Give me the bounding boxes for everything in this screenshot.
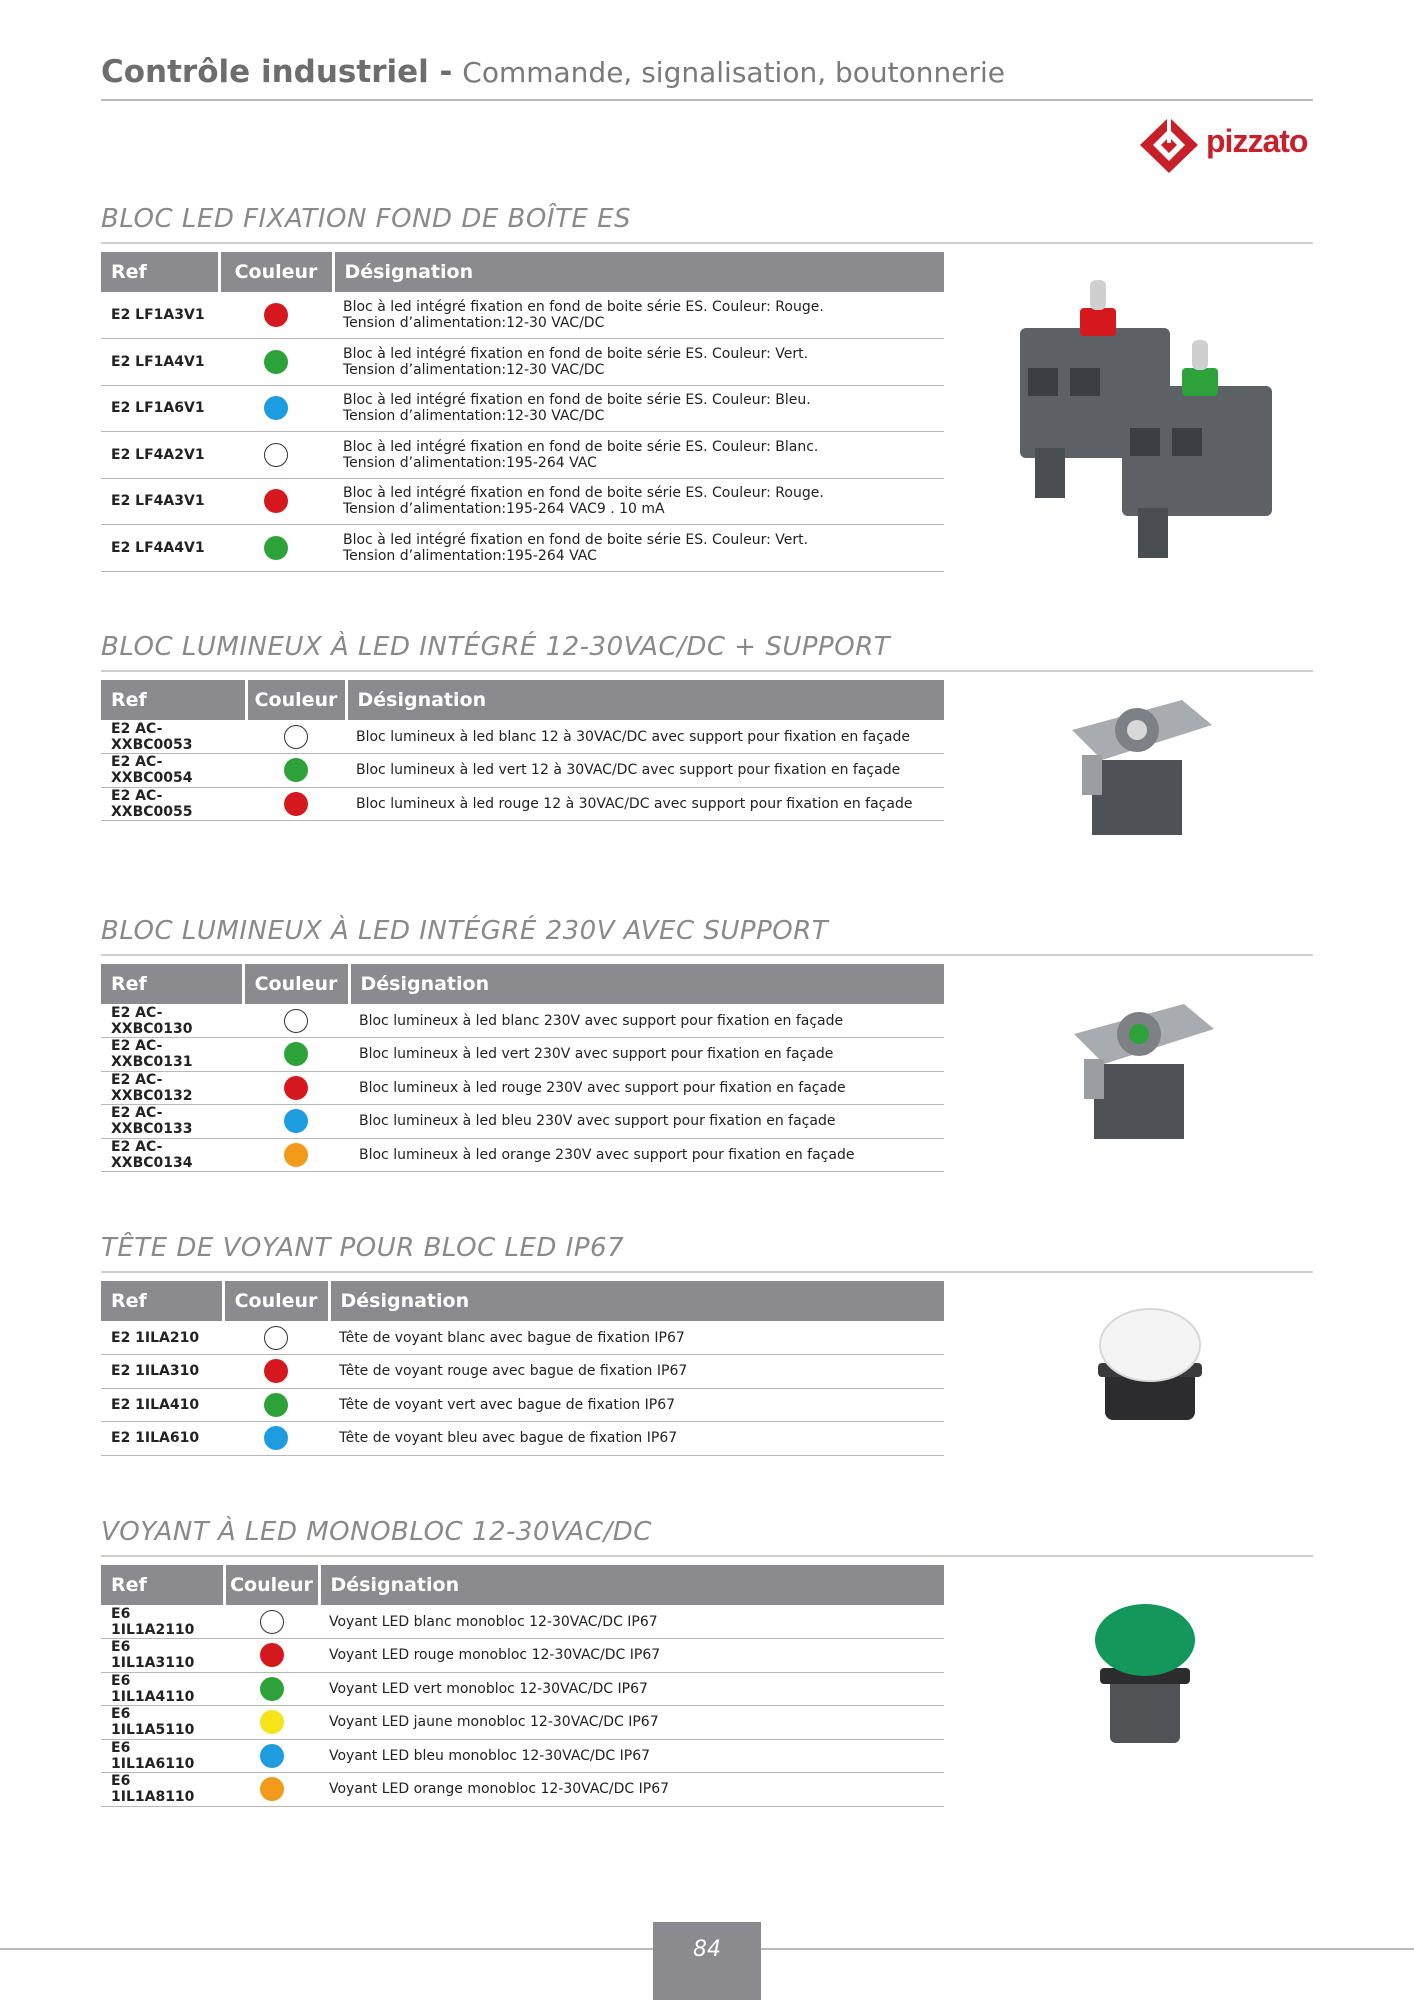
- color-dot-rouge: [284, 1076, 308, 1100]
- pizzato-logo: [1138, 115, 1308, 175]
- table-row: [101, 1105, 944, 1139]
- header-divider: [101, 99, 1313, 101]
- table-row: [101, 754, 944, 788]
- cell-ref: E2 LF4A3V1: [101, 478, 219, 525]
- col-header-designation: Désignation: [349, 964, 944, 1004]
- designation-line: Bloc à led intégré fixation en fond de boite série ES. Couleur: Blanc.: [343, 438, 819, 455]
- table-row: [101, 478, 944, 525]
- page-title-sub: Commande, signalisation, boutonnerie: [462, 56, 1005, 89]
- color-dot-blanc: [264, 1326, 288, 1350]
- cell-couleur: [246, 720, 346, 754]
- designation-line: Voyant LED bleu monobloc 12-30VAC/DC IP67: [329, 1747, 651, 1764]
- cell-designation: [349, 1038, 944, 1072]
- designation-line: Voyant LED blanc monobloc 12-30VAC/DC IP67: [329, 1613, 658, 1630]
- cell-ref: E2 LF1A3V1: [101, 292, 219, 339]
- table-row: [101, 1321, 944, 1355]
- col-header-ref: Ref: [101, 252, 219, 292]
- col-header-ref: Ref: [101, 964, 243, 1004]
- designation-line: Tension d’alimentation:12-30 VAC/DC: [343, 361, 605, 378]
- cell-designation: [349, 1105, 944, 1139]
- color-dot-rouge: [260, 1643, 284, 1667]
- cell-ref: E6 1IL1A2110: [101, 1605, 224, 1639]
- color-dot-rouge: [264, 489, 288, 513]
- cell-couleur: [219, 478, 333, 525]
- cell-ref: E6 1IL1A6110: [101, 1739, 224, 1773]
- designation-line: Voyant LED rouge monobloc 12-30VAC/DC IP67: [329, 1647, 661, 1664]
- color-dot-bleu: [284, 1109, 308, 1133]
- cell-ref: E6 1IL1A5110: [101, 1706, 224, 1740]
- cell-designation: [346, 720, 944, 754]
- cell-ref: E6 1IL1A3110: [101, 1639, 224, 1673]
- cell-couleur: [219, 339, 333, 386]
- color-dot-bleu: [264, 1426, 288, 1450]
- cell-couleur: [224, 1739, 319, 1773]
- cell-ref: E2 AC-XXBC0130: [101, 1004, 243, 1038]
- designation-line: Bloc à led intégré fixation en fond de boite série ES. Couleur: Bleu.: [343, 392, 811, 409]
- product-table: [101, 252, 944, 572]
- section-divider: [101, 242, 1313, 244]
- designation-line: Bloc lumineux à led orange 230V avec support pour fixation en façade: [359, 1146, 855, 1163]
- table-row: [101, 1071, 944, 1105]
- designation-line: Bloc à led intégré fixation en fond de boite série ES. Couleur: Vert.: [343, 345, 809, 362]
- cell-couleur: [223, 1388, 329, 1422]
- page-number: 84: [653, 1922, 761, 2000]
- col-header-couleur: Couleur: [224, 1565, 319, 1605]
- col-header-couleur: Couleur: [223, 1281, 329, 1321]
- color-dot-vert: [264, 1393, 288, 1417]
- designation-line: Tension d’alimentation:195-264 VAC: [343, 454, 597, 471]
- section-divider: [101, 954, 1313, 956]
- designation-line: Bloc lumineux à led bleu 230V avec support pour fixation en façade: [359, 1113, 836, 1130]
- col-header-couleur: Couleur: [219, 252, 333, 292]
- designation-line: Bloc lumineux à led rouge 230V avec support pour fixation en façade: [359, 1079, 846, 1096]
- designation-line: Bloc à led intégré fixation en fond de boite série ES. Couleur: Rouge.: [343, 485, 824, 502]
- cell-ref: E2 1ILA410: [101, 1388, 223, 1422]
- designation-line: Tension d’alimentation:195-264 VAC: [343, 547, 597, 564]
- product-image-voyant-monobloc: [1090, 1598, 1200, 1752]
- cell-couleur: [224, 1672, 319, 1706]
- designation-line: Tête de voyant blanc avec bague de fixation IP67: [339, 1329, 685, 1346]
- cell-ref: E2 AC-XXBC0134: [101, 1138, 243, 1172]
- designation-line: Tension d’alimentation:12-30 VAC/DC: [343, 408, 605, 425]
- color-dot-bleu: [264, 396, 288, 420]
- cell-ref: E2 1ILA210: [101, 1321, 223, 1355]
- cell-designation: [319, 1639, 944, 1673]
- section-title: BLOC LED FIXATION FOND DE BOÎTE ES: [101, 204, 632, 234]
- table-row: [101, 1639, 944, 1673]
- cell-couleur: [246, 754, 346, 788]
- col-header-designation: Désignation: [319, 1565, 944, 1605]
- cell-ref: E2 AC-XXBC0053: [101, 720, 246, 754]
- table-row: [101, 1706, 944, 1740]
- table-row: [101, 292, 944, 339]
- table-row: [101, 720, 944, 754]
- designation-line: Bloc lumineux à led vert 12 à 30VAC/DC avec support pour fixation en façade: [356, 762, 901, 779]
- color-dot-orange: [284, 1143, 308, 1167]
- product-table: [101, 1281, 944, 1456]
- table-row: [101, 432, 944, 479]
- cell-designation: [333, 385, 944, 432]
- cell-designation: [349, 1138, 944, 1172]
- col-header-ref: Ref: [101, 1281, 223, 1321]
- color-dot-vert: [264, 536, 288, 560]
- cell-ref: E2 AC-XXBC0132: [101, 1071, 243, 1105]
- section-divider: [101, 670, 1313, 672]
- cell-ref: E2 1ILA310: [101, 1355, 223, 1389]
- designation-line: Bloc lumineux à led vert 230V avec support pour fixation en façade: [359, 1046, 834, 1063]
- color-dot-jaune: [260, 1710, 284, 1734]
- cell-designation: [319, 1672, 944, 1706]
- designation-line: Tête de voyant bleu avec bague de fixation IP67: [339, 1430, 678, 1447]
- cell-designation: [329, 1355, 944, 1389]
- cell-couleur: [243, 1038, 349, 1072]
- color-dot-rouge: [284, 792, 308, 816]
- product-image-bloc-support-230v: [1064, 984, 1224, 1148]
- cell-ref: E2 AC-XXBC0133: [101, 1105, 243, 1139]
- cell-couleur: [243, 1004, 349, 1038]
- cell-ref: E6 1IL1A8110: [101, 1773, 224, 1807]
- designation-line: Voyant LED jaune monobloc 12-30VAC/DC IP67: [329, 1714, 659, 1731]
- color-dot-rouge: [264, 303, 288, 327]
- section-title: BLOC LUMINEUX À LED INTÉGRÉ 12-30VAC/DC + SUPPORT: [101, 632, 891, 662]
- cell-couleur: [219, 292, 333, 339]
- cell-designation: [346, 754, 944, 788]
- logo-text: pizzato: [1206, 123, 1308, 159]
- table-row: [101, 1773, 944, 1807]
- table-row: [101, 1138, 944, 1172]
- product-image-bloc-support: [1062, 680, 1222, 844]
- cell-couleur: [219, 525, 333, 572]
- cell-ref: E2 AC-XXBC0055: [101, 787, 246, 821]
- cell-couleur: [224, 1639, 319, 1673]
- cell-designation: [346, 787, 944, 821]
- color-dot-orange: [260, 1777, 284, 1801]
- cell-couleur: [224, 1706, 319, 1740]
- designation-line: Bloc à led intégré fixation en fond de boite série ES. Couleur: Vert.: [343, 531, 809, 548]
- table-row: [101, 385, 944, 432]
- color-dot-blanc: [284, 1009, 308, 1033]
- designation-line: Bloc lumineux à led blanc 230V avec support pour fixation en façade: [359, 1012, 844, 1029]
- table-row: [101, 1672, 944, 1706]
- cell-designation: [333, 432, 944, 479]
- cell-designation: [329, 1388, 944, 1422]
- color-dot-blanc: [284, 725, 308, 749]
- color-dot-rouge: [264, 1359, 288, 1383]
- designation-line: Tension d’alimentation:195-264 VAC9 . 10 mA: [343, 501, 665, 518]
- cell-designation: [333, 478, 944, 525]
- table-row: [101, 1355, 944, 1389]
- product-table: [101, 1565, 944, 1807]
- cell-designation: [333, 525, 944, 572]
- table-row: [101, 1422, 944, 1456]
- cell-ref: E2 LF1A4V1: [101, 339, 219, 386]
- product-image-tete-voyant: [1090, 1305, 1210, 1429]
- table-row: [101, 1605, 944, 1639]
- color-dot-blanc: [260, 1610, 284, 1634]
- col-header-ref: Ref: [101, 680, 246, 720]
- designation-line: Tête de voyant rouge avec bague de fixation IP67: [339, 1363, 688, 1380]
- designation-line: Bloc à led intégré fixation en fond de boite série ES. Couleur: Rouge.: [343, 299, 824, 315]
- cell-couleur: [219, 385, 333, 432]
- page-title: [101, 54, 1313, 90]
- section-title: BLOC LUMINEUX À LED INTÉGRÉ 230V AVEC SUPPORT: [101, 916, 829, 946]
- table-row: [101, 1739, 944, 1773]
- product-image-led-blocks: [1010, 268, 1290, 572]
- color-dot-vert: [284, 758, 308, 782]
- cell-couleur: [223, 1355, 329, 1389]
- color-dot-blanc: [264, 443, 288, 467]
- cell-designation: [333, 292, 944, 339]
- cell-ref: E2 LF1A6V1: [101, 385, 219, 432]
- cell-couleur: [243, 1071, 349, 1105]
- cell-couleur: [246, 787, 346, 821]
- designation-line: Voyant LED vert monobloc 12-30VAC/DC IP67: [329, 1680, 648, 1697]
- pizzato-logo-mark-icon: [1138, 115, 1200, 175]
- designation-line: Tension d’alimentation:12-30 VAC/DC: [343, 315, 605, 331]
- cell-couleur: [243, 1138, 349, 1172]
- cell-designation: [329, 1422, 944, 1456]
- cell-ref: E2 AC-XXBC0131: [101, 1038, 243, 1072]
- cell-designation: [319, 1773, 944, 1807]
- col-header-designation: Désignation: [333, 252, 944, 292]
- cell-ref: E2 LF4A2V1: [101, 432, 219, 479]
- cell-couleur: [223, 1321, 329, 1355]
- cell-designation: [319, 1739, 944, 1773]
- cell-designation: [349, 1071, 944, 1105]
- designation-line: Bloc lumineux à led rouge 12 à 30VAC/DC avec support pour fixation en façade: [356, 795, 913, 812]
- cell-couleur: [224, 1605, 319, 1639]
- cell-couleur: [223, 1422, 329, 1456]
- cell-designation: [349, 1004, 944, 1038]
- cell-designation: [319, 1706, 944, 1740]
- cell-ref: E2 1ILA610: [101, 1422, 223, 1456]
- section-title: TÊTE DE VOYANT POUR BLOC LED IP67: [101, 1233, 625, 1263]
- col-header-ref: Ref: [101, 1565, 224, 1605]
- cell-ref: E2 AC-XXBC0054: [101, 754, 246, 788]
- section-title: VOYANT À LED MONOBLOC 12-30VAC/DC: [101, 1517, 652, 1547]
- table-row: [101, 1004, 944, 1038]
- col-header-designation: Désignation: [329, 1281, 944, 1321]
- table-row: [101, 1038, 944, 1072]
- table-row: [101, 525, 944, 572]
- col-header-couleur: Couleur: [243, 964, 349, 1004]
- cell-couleur: [224, 1773, 319, 1807]
- designation-line: Bloc lumineux à led blanc 12 à 30VAC/DC avec support pour fixation en façade: [356, 728, 910, 745]
- cell-couleur: [219, 432, 333, 479]
- designation-line: Tête de voyant vert avec bague de fixation IP67: [339, 1396, 676, 1413]
- cell-designation: [329, 1321, 944, 1355]
- color-dot-vert: [260, 1677, 284, 1701]
- cell-designation: [319, 1605, 944, 1639]
- page-header: [101, 54, 1313, 90]
- product-table: [101, 680, 944, 821]
- col-header-couleur: Couleur: [246, 680, 346, 720]
- cell-ref: E6 1IL1A4110: [101, 1672, 224, 1706]
- product-table: [101, 964, 944, 1172]
- color-dot-vert: [264, 350, 288, 374]
- cell-ref: E2 LF4A4V1: [101, 525, 219, 572]
- section-divider: [101, 1555, 1313, 1557]
- table-row: [101, 787, 944, 821]
- page-title-main: Contrôle industriel -: [101, 54, 453, 90]
- color-dot-bleu: [260, 1744, 284, 1768]
- section-divider: [101, 1271, 1313, 1273]
- designation-line: Voyant LED orange monobloc 12-30VAC/DC IP67: [329, 1781, 670, 1798]
- cell-designation: [333, 339, 944, 386]
- table-row: [101, 339, 944, 386]
- cell-couleur: [243, 1105, 349, 1139]
- color-dot-vert: [284, 1042, 308, 1066]
- col-header-designation: Désignation: [346, 680, 944, 720]
- table-row: [101, 1388, 944, 1422]
